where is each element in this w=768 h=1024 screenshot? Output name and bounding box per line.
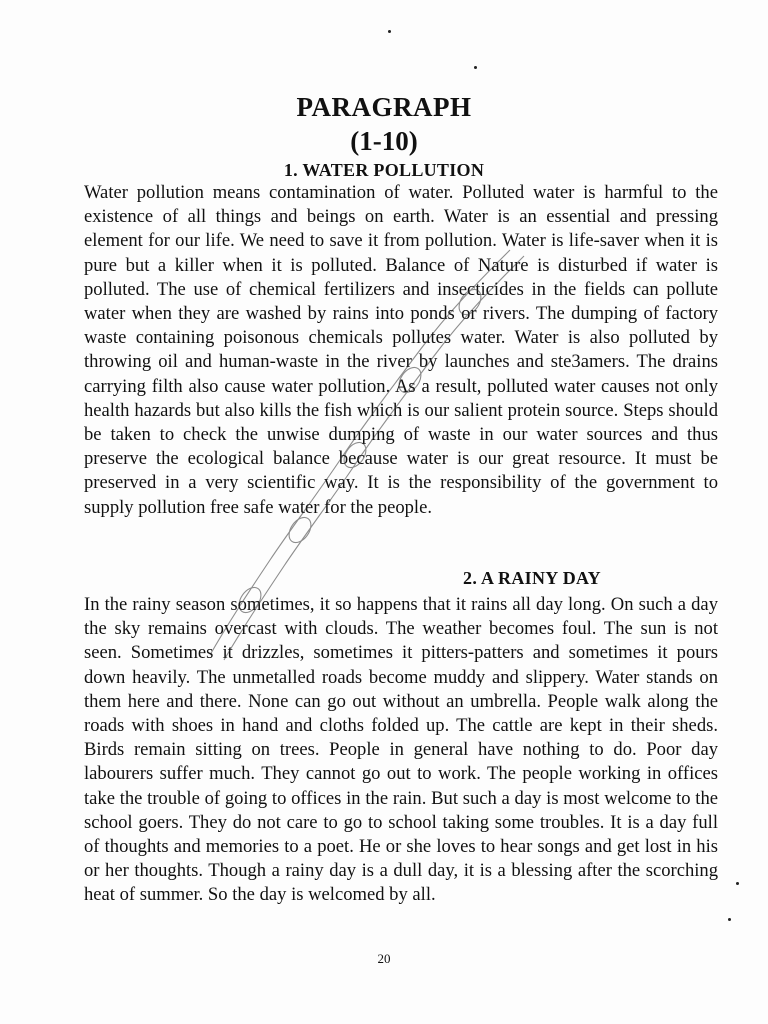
section-heading-rainy-day: 2. A RAINY DAY (463, 568, 601, 588)
page-subtitle: (1-10) (350, 126, 418, 156)
scan-speck (474, 66, 477, 69)
section-heading-water-pollution: 1. WATER POLLUTION (283, 160, 485, 180)
page-title: PARAGRAPH (296, 92, 472, 122)
section-body-rainy-day: In the rainy season sometimes, it so happens that it rains all day long. On such a day the sky remains overcast with clouds. The weather becomes foul. The sun is not seen. Sometimes it drizzles, sometimes it pitters-patters and sometimes it pours down heavily. The unmetalled roads become muddy and slippery. Water stands on them here and there. None can go out without an umbrella. People walk along the roads with shoes in hand and cloths folded up. The cattle are kept in their sheds. Birds remain sitting on trees. People in general have nothing to do. Poor day labourers suffer much. They cannot go out to work. The people working in offices take the trouble of going to offices in the rain. But such a day is most welcome to the school goers. They do not care to go to school taking some troubles. It is a day full of thoughts and memories to a poet. He or she loves to hear songs and get lost in his or her thoughts. Though a rainy day is a dull day, it is a blessing after the scorching heat of summer. So the day is welcomed by all. (84, 594, 718, 906)
scan-speck (728, 918, 731, 921)
scan-speck (388, 30, 391, 33)
section-body-water-pollution: Water pollution means contamination of water. Polluted water is harmful to the existence of all things and beings on earth. Water is an essential and pressing element for our life. We need to save it from pollution. Water is life-saver when it is pure but a killer when it is polluted. Balance of Nature is disturbed if water is polluted. The use of chemical fertilizers and insecticides in the fields can pollute water when they are washed by rains into ponds or rivers. The dumping of factory waste containing poisonous chemicals pollutes water. Water is also polluted by throwing oil and human-waste in the river by launches and ste3amers. The drains carrying filth also cause water pollution. As a result, polluted water causes not only health hazards but also kills the fish which is our salient protein source. Steps should be taken to check the unwise dumping of waste in our water sources and thus preserve the ecological balance because water is our great resource. It must be preserved in a very scientific way. It is the responsibility of the government to supply pollution free safe water for the people. (84, 182, 718, 518)
page-number: 20 (377, 951, 391, 966)
scan-speck (736, 882, 739, 885)
